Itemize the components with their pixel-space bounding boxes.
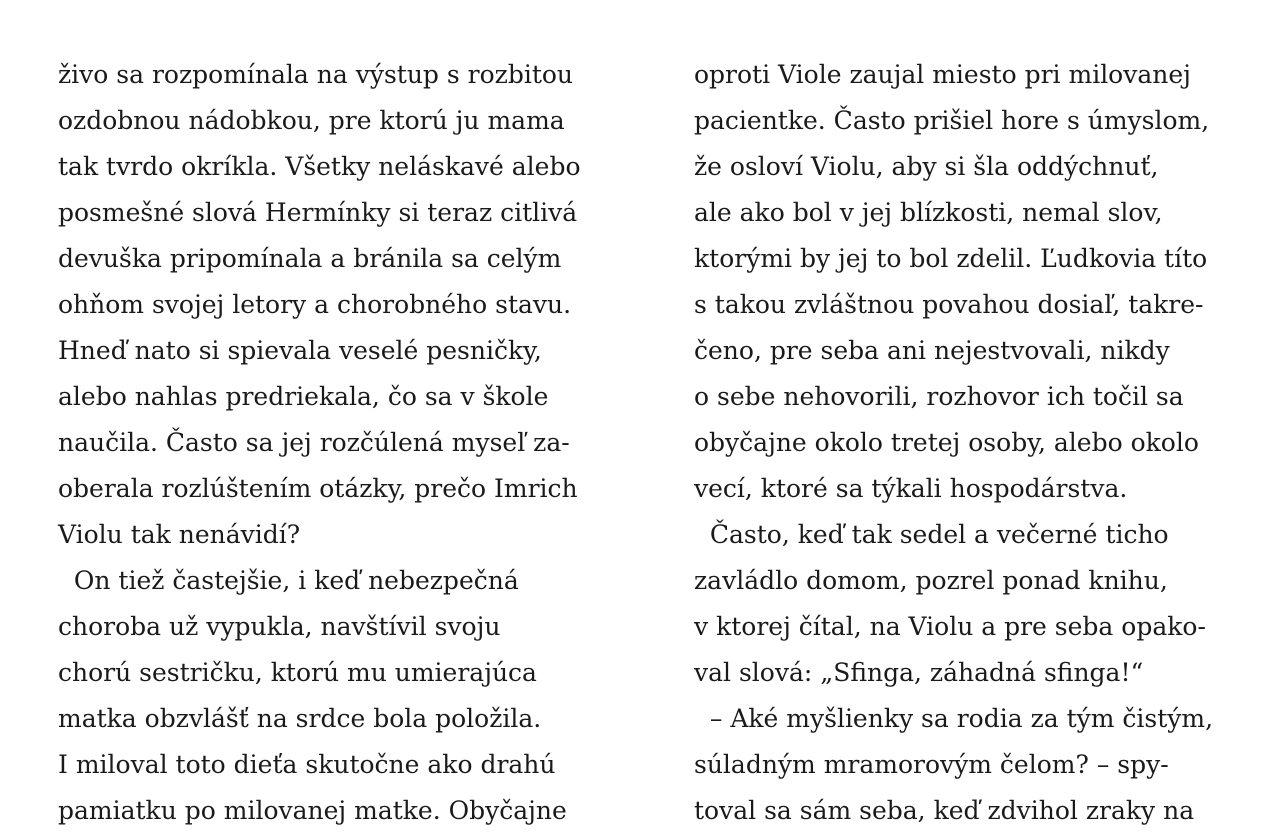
left-text-column: [58, 52, 618, 834]
text-line: tak tvrdo okríkla. Všetky neláskavé alebo: [58, 152, 581, 181]
text-line: I miloval toto dieťa skutočne ako drahú: [58, 750, 556, 779]
text-line: s takou zvláštnou povahou dosiaľ, takre-: [694, 290, 1204, 319]
text-line: matka obzvlášť na srdce bola položila.: [58, 704, 542, 733]
text-line: v ktorej čítal, na Violu a pre seba opako-: [694, 612, 1206, 641]
text-line: choroba už vypukla, navštívil svoju: [58, 612, 501, 641]
text-line: On tiež častejšie, i keď nebezpečná: [58, 566, 519, 595]
text-line: ale ako bol v jej blízkosti, nemal slov,: [694, 198, 1163, 227]
text-line: naučila. Často sa jej rozčúlená myseľ za-: [58, 428, 570, 457]
text-line: súladným mramorovým čelom? – spy-: [694, 750, 1169, 779]
text-line: chorú sestričku, ktorú mu umierajúca: [58, 658, 537, 687]
text-line: posmešné slová Hermínky si teraz citlivá: [58, 198, 578, 227]
text-line: oberala rozlúštením otázky, prečo Imrich: [58, 474, 578, 503]
text-line: živo sa rozpomínala na výstup s rozbitou: [58, 60, 574, 89]
text-line: val slová: „Sfinga, záhadná sfinga!“: [694, 658, 1144, 687]
text-line: že osloví Violu, aby si šla oddýchnuť,: [694, 152, 1159, 181]
text-line: alebo nahlas predriekala, čo sa v škole: [58, 382, 549, 411]
text-line: Často, keď tak sedel a večerné ticho: [694, 520, 1169, 549]
text-line: Hneď nato si spievala veselé pesničky,: [58, 336, 542, 365]
text-line: ktorými by jej to bol zdelil. Ľudkovia títo: [694, 244, 1208, 273]
text-line: Violu tak nenávidí?: [58, 520, 301, 549]
text-line: obyčajne okolo tretej osoby, alebo okolo: [694, 428, 1199, 457]
text-line: o sebe nehovorili, rozhovor ich točil sa: [694, 382, 1184, 411]
right-text-column: [694, 52, 1254, 834]
text-line: zavládlo domom, pozrel ponad knihu,: [694, 566, 1168, 595]
text-line: – Aké myšlienky sa rodia za tým čistým,: [694, 704, 1214, 733]
text-line: ohňom svojej letory a chorobného stavu.: [58, 290, 572, 319]
text-line: toval sa sám seba, keď zdvihol zraky na: [694, 796, 1195, 825]
text-line: čeno, pre seba ani nejestvovali, nikdy: [694, 336, 1170, 365]
text-line: vecí, ktoré sa týkali hospodárstva.: [694, 474, 1128, 503]
text-line: ozdobnou nádobkou, pre ktorú ju mama: [58, 106, 565, 135]
text-line: pamiatku po milovanej matke. Obyčajne: [58, 796, 567, 825]
text-line: pacientke. Často prišiel hore s úmyslom,: [694, 106, 1210, 135]
text-line: oproti Viole zaujal miesto pri milovanej: [694, 60, 1191, 89]
text-line: devuška pripomínala a bránila sa celým: [58, 244, 562, 273]
